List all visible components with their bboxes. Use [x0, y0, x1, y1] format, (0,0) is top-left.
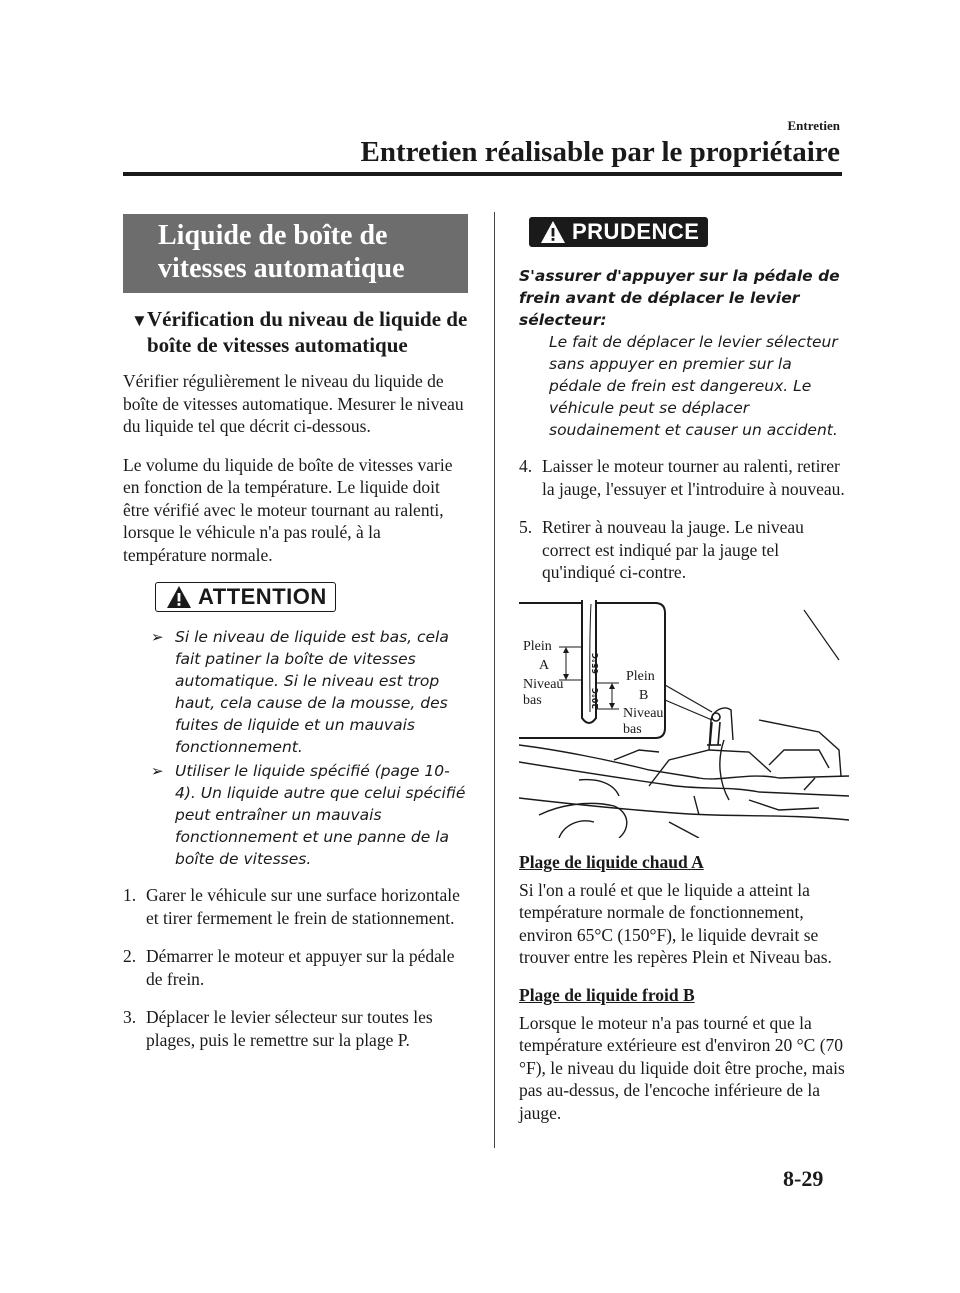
plein-b-label: Plein	[626, 668, 655, 684]
cold-range-text: Lorsque le moteur n'a pas tourné et que la température extérieure est d'environ 20 °C (70 °F), le niveau du liquide doit être proche, mais pas au-dessus, de l'encoche inférieure de la jauge.	[519, 1012, 845, 1123]
step-number: 5.	[519, 517, 533, 537]
step-text: Garer le véhicule sur une surface horizontale et tirer fermement le frein de stationnement.	[146, 885, 460, 928]
letter-a-label: A	[539, 657, 550, 673]
step-number: 2.	[123, 946, 137, 966]
niveau-b-label: Niveau	[623, 705, 664, 721]
left-column	[123, 214, 468, 1067]
prudence-box	[529, 217, 849, 249]
attention-item-text: Utiliser le liquide spécifié (page 10-4). Un liquide autre que celui spécifié peut entraîner un mauvais fonctionnement et une panne de la boîte de vitesses.	[175, 762, 466, 868]
attention-item-text: Si le niveau de liquide est bas, cela fait patiner la boîte de vitesses automatique. Si le niveau est trop haut, cela cause de la mousse, des fuites de liquide et un mauvais fonctionnement.	[175, 628, 449, 756]
step-text: Démarrer le moteur et appuyer sur la pédale de frein.	[146, 946, 455, 989]
attention-list	[123, 626, 468, 870]
sub-heading-text: Vérification du niveau de liquide de boîte de vitesses automatique	[147, 307, 468, 357]
list-item	[151, 626, 468, 758]
hot-range-heading: Plage de liquide chaud A	[519, 851, 704, 872]
list-item	[151, 760, 468, 870]
section-title: Liquide de boîte de vitesses automatique	[123, 214, 468, 293]
step-number: 4.	[519, 456, 533, 476]
attention-label: ATTENTION	[198, 584, 327, 609]
right-column	[519, 217, 849, 1140]
arrow-right-icon: ➢	[151, 762, 164, 780]
step-text: Déplacer le levier sélecteur sur toutes les plages, puis le remettre sur la plage P.	[146, 1007, 433, 1050]
sub-heading	[131, 307, 468, 357]
dipstick-figure	[519, 600, 849, 838]
chapter-label: Entretien	[787, 118, 840, 133]
arrow-right-icon: ➢	[151, 628, 164, 646]
list-item	[123, 1006, 468, 1051]
engine-dipstick-illustration	[519, 600, 849, 838]
list-item	[123, 945, 468, 990]
niveau-a-label: Niveau	[523, 676, 564, 692]
attention-box	[155, 582, 468, 614]
bas-a-label: bas	[523, 692, 542, 708]
steps-list-right	[519, 455, 849, 584]
bas-b-label: bas	[623, 721, 642, 737]
step-text: Retirer à nouveau la jauge. Le niveau correct est indiqué par la jauge tel qu'indiqué ci-contre.	[542, 517, 804, 582]
prudence-body: Le fait de déplacer le levier sélecteur sans appuyer en premier sur la pédale de frein est dangereux. Le véhicule peut se déplacer soudainement et causer un accident.	[549, 333, 838, 439]
section-header: Entretien réalisable par le propriétaire	[360, 136, 840, 168]
volume-paragraph: Le volume du liquide de boîte de vitesses varie en fonction de la température. Le liquide doit être vérifié avec le moteur tournant au ralenti, lorsque le véhicule n'a pas roulé, à la température normale.	[123, 454, 453, 565]
step-number: 3.	[123, 1007, 137, 1027]
warning-triangle-icon	[166, 585, 192, 609]
cold-range-heading: Plage de liquide froid B	[519, 984, 695, 1005]
triangle-down-icon: ▼	[131, 311, 148, 330]
intro-paragraph: Vérifier régulièrement le niveau du liquide de boîte de vitesses automatique. Mesurer le niveau du liquide tel que décrit ci-dessous.	[123, 371, 464, 436]
list-item	[519, 516, 849, 584]
prudence-label: PRUDENCE	[572, 219, 700, 244]
list-item	[123, 884, 468, 929]
plein-a-label: Plein	[523, 638, 552, 654]
warning-triangle-icon	[540, 220, 566, 244]
letter-b-label: B	[639, 687, 649, 703]
prudence-heading: S'assurer d'appuyer sur la pédale de frein avant de déplacer le levier sélecteur:	[519, 267, 840, 329]
steps-list-left	[123, 884, 468, 1051]
header-rule	[123, 172, 842, 176]
attention-badge	[155, 582, 336, 612]
hot-range-text: Si l'on a roulé et que le liquide a atteint la température normale de fonctionnement, environ 65°C (150°F), le liquide devrait se trouver entre les repères Plein et Niveau bas.	[519, 879, 832, 967]
step-number: 1.	[123, 885, 137, 905]
column-divider	[494, 212, 495, 1148]
temp-cold-label: 20°C	[591, 687, 600, 709]
prudence-badge	[529, 217, 708, 247]
page-number: 8-29	[783, 1166, 824, 1191]
list-item	[519, 455, 849, 500]
temp-hot-label: 65°C	[591, 652, 600, 674]
step-text: Laisser le moteur tourner au ralenti, retirer la jauge, l'essuyer et l'introduire à nouveau.	[542, 456, 845, 499]
